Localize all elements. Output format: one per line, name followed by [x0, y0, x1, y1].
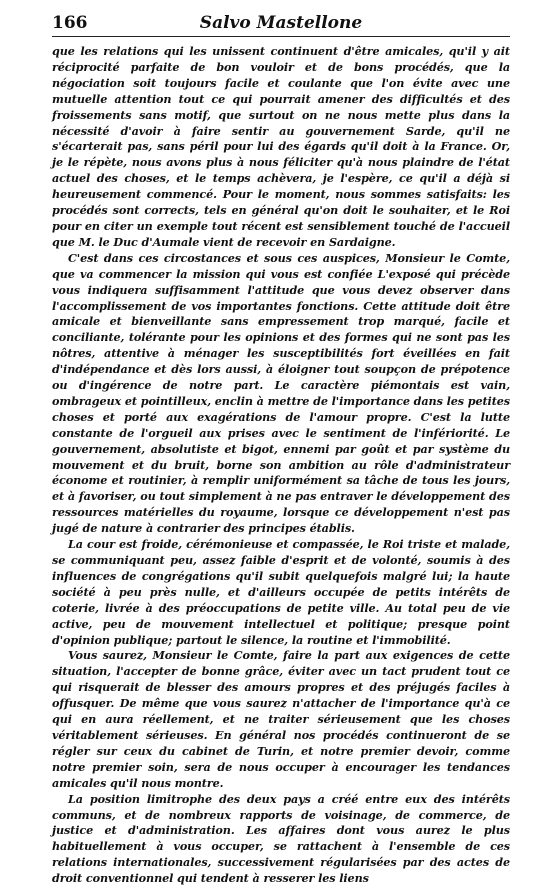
paragraph: que les relations qui les unissent continuent d'être amicales, qu'il y ait réciprocité parfaite de bon vouloir et de bons procédés, que la négociation soit toujours facile et coulante que l'on évite avec une mutuelle attention tout ce qui pourrait amener des difficultés et des froissements sans motif, que surtout on ne nous mette plus dans la nécessité d'avoir à faire sentir au gouvernement Sarde, qu'il ne s'écarterait pas, sans péril pour lui des égards qu'il doit à la France. Or, je le répète, nous avons plus à nous féliciter qu'à nous plaindre de l'état actuel des choses, et le temps achèvera, je l'espère, ce qu'il a déjà si heureusement commencé. Pour le moment, nous sommes satisfaits: les procédés sont corrects, tels en général qu'on doit le souhaiter, et le Roi pour en citer un exemple tout récent est sensiblement touché de l'accueil que M. le Duc d'Aumale vient de recevoir en Sardaigne.	[52, 44, 510, 249]
running-head: Salvo Mastellone	[199, 13, 363, 33]
page-number: 166	[52, 13, 88, 33]
paragraph: La cour est froide, cérémonieuse et compassée, le Roi triste et malade, se communiquant peu, assez faible d'esprit et de volonté, soumis à des influences de congrégations qu'il subit quelquefois malgré lui; la haute société à peu près nulle, et d'ailleurs occupée de petits intérêts de coterie, livrée à des préoccupations de petite ville. Au total peu de vie active, peu de mouvement intellectuel et politique; presque point d'opinion publique; partout le silence, la routine et l'immobilité.	[52, 537, 510, 647]
body-text	[52, 44, 510, 887]
paragraph: La position limitrophe des deux pays a créé entre eux des intérêts communs, et de nombreux rapports de voisinage, de commerce, de justice et d'administration. Les affaires dont vous aurez le plus habituellement à vous occuper, se rattachent à l'ensemble de ces relations internationales, successivement régularisées par des actes de droit conventionnel qui tendent à resserer les liens	[52, 791, 510, 886]
page-header	[52, 10, 510, 37]
paragraph: C'est dans ces circostances et sous ces auspices, Monsieur le Comte, que va commencer la mission qui vous est confiée L'exposé qui précède vous indiquera suffisamment l'attitude que vous devez observer dans l'accomplissement de vos importantes fonctions. Cette attitude doit être amicale et bienveillante sans empressement trop marqué, facile et conciliante, tolérante pour les opinions et des formes qui ne sont pas les nôtres, attentive à ménager les susceptibilités fort éveillées en fait d'indépendance et dès lors aussi, à éloigner tout soupçon de prépotence ou d'ingérence de notre part. Le caractère piémontais est vain, ombrageux et pointilleux, enclin à mettre de l'importance dans les petites choses et porté aux exagérations de l'amour propre. C'est la lutte constante de l'orgueil aux prises avec le sentiment de l'infériorité. Le gouvernement, absolutiste et bigot, ennemi par goût et par système du mouvement et du bruit, borne son ambition au rôle d'administrateur économe et routinier, à remplir uniformément sa tâche de tous les jours, et à favoriser, ou tout simplement à ne pas entraver le développement des ressources matérielles du royaume, lorsque ce développement n'est pas jugé de nature à contrarier des principes établis.	[52, 250, 510, 536]
paragraph: Vous saurez, Monsieur le Comte, faire la part aux exigences de cette situation, l'accepter de bonne grâce, éviter avec un tact prudent tout ce qui risquerait de blesser des amours propres et des préjugés faciles à offusquer. De même que vous saurez n'attacher de l'importance qu'à ce qui en aura réellement, et ne traiter sérieusement que les choses véritablement sérieuses. En général nos procédés continueront de se régler sur ceux du cabinet de Turin, et notre premier devoir, comme notre premier soin, sera de nous occuper à encourager les tendances amicales qu'il nous montre.	[52, 648, 510, 790]
